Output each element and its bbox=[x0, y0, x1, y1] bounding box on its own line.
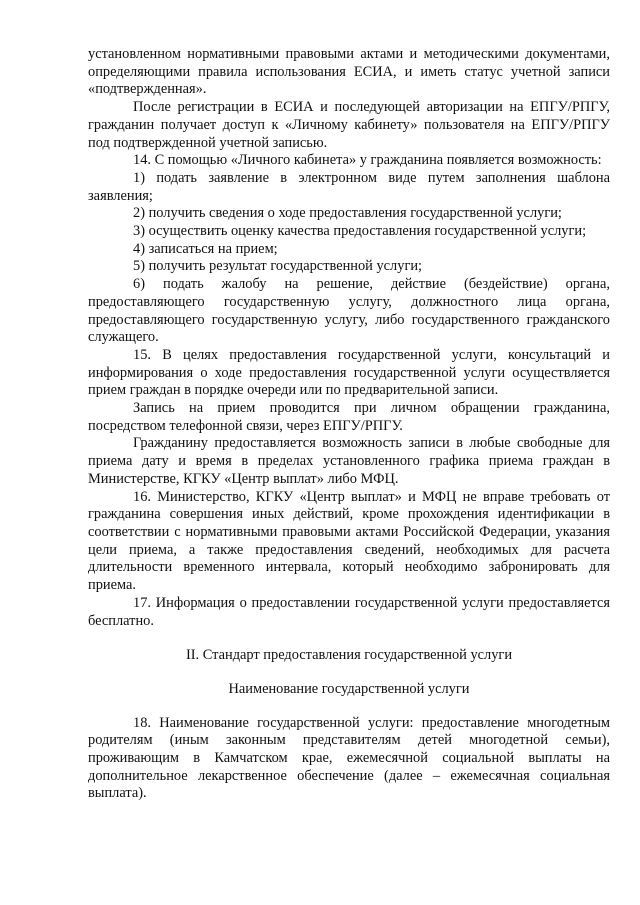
list-item: 1) подать заявление в электронном виде путем заполнения шаблона заявления; bbox=[88, 169, 610, 204]
paragraph-esia-status: установленном нормативными правовыми актами и методическими документами, определяющими правила использования ЕСИА, и иметь статус учетной записи «подтвержденная». bbox=[88, 46, 610, 98]
paragraph-14: 14. С помощью «Личного кабинета» у гражданина появляется возможность: bbox=[133, 152, 602, 169]
document-page bbox=[88, 46, 610, 803]
paragraph-after-registration: После регистрации в ЕСИА и последующей авторизации на ЕПГУ/РПГУ, гражданин получает доступ к «Личному кабинету» пользователя на ЕПГУ/РПГУ под подтвержденной учетной записью. bbox=[88, 99, 610, 151]
paragraph-15: 15. В целях предоставления государственной услуги, консультаций и информирования о ходе предоставления государственной услуги осуществляется прием граждан в порядке очереди или по предварительной записи. bbox=[88, 346, 610, 399]
subsection-heading: Наименование государственной услуги bbox=[228, 680, 470, 697]
paragraph-appointment: Запись на прием проводится при личном обращении гражданина, посредством телефонной связи, через ЕПГУ/РПГУ. bbox=[88, 400, 610, 434]
list-item: 6) подать жалобу на решение, действие (бездействие) органа, предоставляющего государственную услугу, должностного лица органа, предоставляющего государственную услугу, либо государственного гражданского служащего. bbox=[88, 276, 610, 346]
paragraph-schedule: Гражданину предоставляется возможность записи в любые свободные для приема дату и время в пределах установленного графика приема граждан в Министерстве, КГКУ «Центр выплат» либо МФЦ. bbox=[88, 435, 610, 487]
paragraph-18: 18. Наименование государственной услуги: предоставление многодетным родителям (иным законным представителям детей многодетной семьи), проживающим в Камчатском крае, ежемесячной социальной выплаты на дополнительное лекарственное обеспечение (далее – ежемесячная социальная выплата). bbox=[88, 714, 610, 802]
paragraph-16: 16. Министерство, КГКУ «Центр выплат» и МФЦ не вправе требовать от гражданина совершения иных действий, кроме прохождения идентификации в соответствии с нормативными правовыми актами Российской Федерации, указания цели приема, а также предоставления сведений, необходимых для расчета длительности временного интервала, который необходимо забронировать для приема. bbox=[88, 488, 610, 594]
list-item: 4) записаться на прием; bbox=[133, 240, 278, 257]
list-item: 2) получить сведения о ходе предоставления государственной услуги; bbox=[133, 205, 562, 222]
list-item: 5) получить результат государственной услуги; bbox=[133, 258, 423, 275]
list-item: 3) осуществить оценку качества предоставления государственной услуги; bbox=[133, 223, 587, 240]
section-heading: II. Стандарт предоставления государственной услуги bbox=[185, 647, 513, 664]
paragraph-17: 17. Информация о предоставлении государственной услуги предоставляется бесплатно. bbox=[88, 594, 610, 629]
